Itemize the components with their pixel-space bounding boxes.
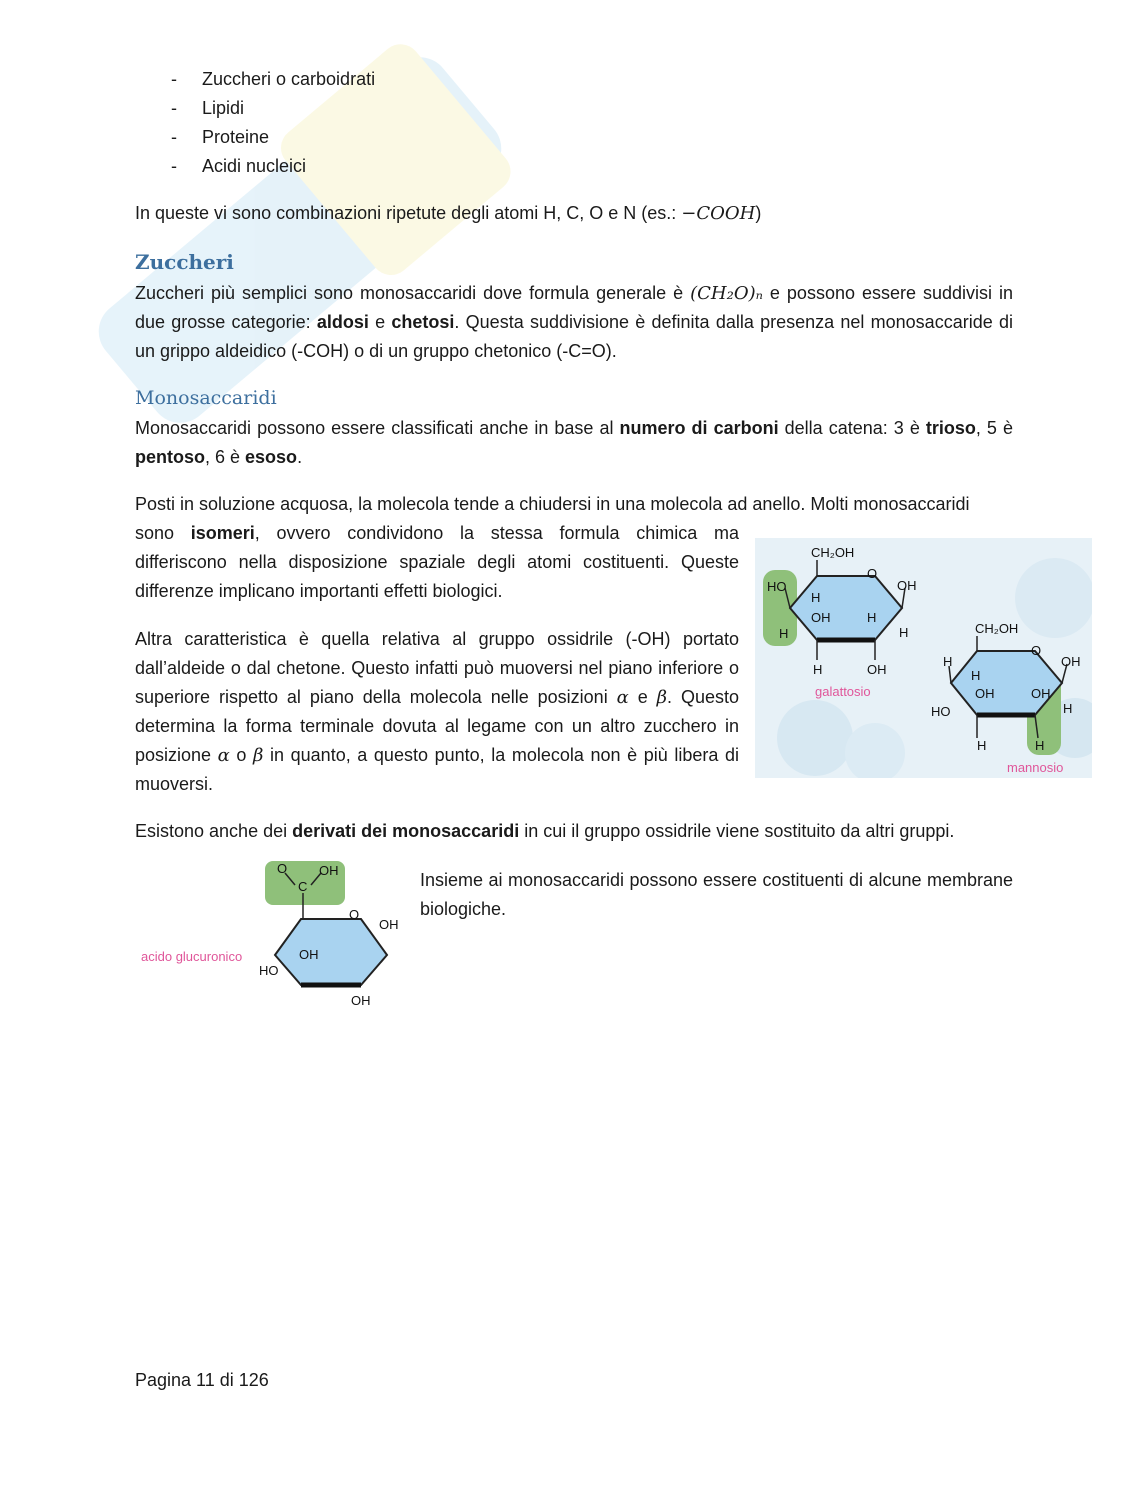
svg-text:O: O <box>349 907 360 922</box>
svg-text:OH: OH <box>1031 686 1051 701</box>
paragraph-ossidrile: Altra caratteristica è quella relativa al gruppo ossidrile (-OH) portato dall’aldeide o dal chetone. Questo infatti può muoversi nel piano inferiore o superiore rispetto al piano della molecola nelle posizioni α e β. Questo determina la forma terminale dovuta al legame con un altro zucchero in posizione α o β in quanto, a questo punto, la molecola non è più libera di muoversi. <box>135 629 740 794</box>
svg-text:H: H <box>867 610 877 625</box>
list-item: - Proteine <box>171 127 270 147</box>
list-item: - Acidi nucleici <box>171 156 307 176</box>
svg-text:O: O <box>277 861 288 876</box>
svg-text:H: H <box>1063 701 1073 716</box>
figure-galattosio-mannosio <box>755 538 1092 778</box>
svg-text:CH₂OH: CH₂OH <box>811 545 855 560</box>
svg-text:OH: OH <box>897 578 917 593</box>
svg-text:H: H <box>813 662 823 677</box>
svg-text:O: O <box>867 566 878 581</box>
label-acido-glucuronico: acido glucuronico <box>141 949 243 964</box>
ring-acido <box>275 919 387 985</box>
paragraph-zuccheri: Zuccheri più semplici sono monosaccaridi dove formula generale è (CH₂O)ₙ e possono essere suddivisi in due grosse categorie: aldosi e chetosi. Questa suddivisione è definita dalla presenza nel monosaccaride di un grippo aldeidico (-COH) o di un gruppo chetonico (-C=O). <box>135 283 1013 361</box>
svg-text:O: O <box>1031 643 1042 658</box>
list-item: - Zuccheri o carboidrati <box>171 69 376 89</box>
svg-text:H: H <box>779 626 789 641</box>
bullet-list <box>135 65 375 181</box>
heading-zuccheri: Zuccheri <box>135 250 234 274</box>
paragraph-classificazione: Monosaccaridi possono essere classificati anche in base al numero di carboni della catena: 3 è trioso, 5 è pentoso, 6 è esoso. <box>135 418 1013 467</box>
svg-text:OH: OH <box>319 863 339 878</box>
svg-text:OH: OH <box>811 610 831 625</box>
label-mannosio: mannosio <box>1007 760 1064 775</box>
label-galattosio: galattosio <box>815 684 871 699</box>
page-footer: Pagina 11 di 126 <box>135 1370 269 1390</box>
svg-text:OH: OH <box>975 686 995 701</box>
svg-text:OH: OH <box>379 917 399 932</box>
svg-text:H: H <box>899 625 909 640</box>
paragraph-isomeri: sono isomeri, ovvero condividono la stessa formula chimica ma differiscono nella disposizione spaziale degli atomi costituenti. Queste differenze implicano importanti effetti biologici. <box>135 523 739 601</box>
svg-text:H: H <box>971 668 981 683</box>
svg-text:CH₂OH: CH₂OH <box>975 621 1019 636</box>
svg-text:OH: OH <box>867 662 887 677</box>
svg-text:HO: HO <box>767 579 787 594</box>
list-item: - Lipidi <box>171 98 245 118</box>
svg-text:C: C <box>298 879 308 894</box>
heading-monosaccaridi: Monosaccaridi <box>135 387 277 409</box>
paragraph-derivati: Esistono anche dei derivati dei monosaccaridi in cui il gruppo ossidrile viene sostituito da altri gruppi. <box>135 821 955 841</box>
svg-text:H: H <box>811 590 821 605</box>
svg-text:OH: OH <box>299 947 319 962</box>
svg-text:OH: OH <box>351 993 371 1008</box>
intro-paragraph: In queste vi sono combinazioni ripetute degli atomi H, C, O e N (es.: −COOH) <box>135 203 762 224</box>
paragraph-membrane: Insieme ai monosaccaridi possono essere costituenti di alcune membrane biologiche. <box>420 870 1013 919</box>
figure-acido-glucuronico <box>135 855 405 1015</box>
svg-text:HO: HO <box>931 704 951 719</box>
paragraph-soluzione: Posti in soluzione acquosa, la molecola tende a chiudersi in una molecola ad anello. Molti monosaccaridi <box>135 494 970 514</box>
svg-text:OH: OH <box>1061 654 1081 669</box>
svg-text:HO: HO <box>259 963 279 978</box>
svg-text:H: H <box>943 654 953 669</box>
svg-text:H: H <box>1035 738 1045 753</box>
svg-text:H: H <box>977 738 987 753</box>
